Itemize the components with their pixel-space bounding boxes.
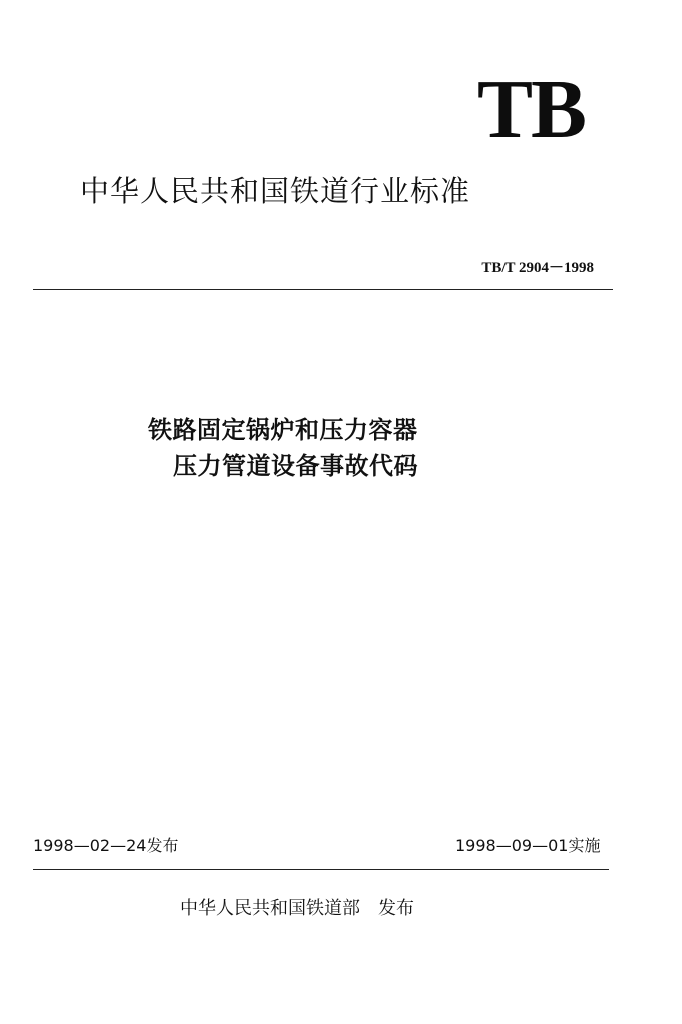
bottom-divider <box>33 869 609 870</box>
effective-label: 实施 <box>568 836 601 855</box>
effective-date: 1998—09—01 <box>455 836 569 855</box>
standard-category-title: 中华人民共和国铁道行业标准 <box>80 174 471 208</box>
document-title <box>148 412 508 484</box>
issue-label: 发布 <box>146 836 179 855</box>
document-title-line-1: 铁路固定锅炉和压力容器 <box>148 416 418 444</box>
top-divider <box>33 289 613 290</box>
standard-logo: TB <box>477 63 586 156</box>
issue-date-block <box>33 833 178 856</box>
standard-code: TB/T 2904－1998 <box>481 260 594 276</box>
issue-date: 1998—02—24 <box>33 836 147 855</box>
publisher-name: 中华人民共和国铁道部 <box>180 898 360 919</box>
publisher-block <box>180 894 414 920</box>
publisher-label: 发布 <box>378 898 414 919</box>
document-title-line-2: 压力管道设备事故代码 <box>173 452 418 480</box>
effective-date-block <box>455 833 600 856</box>
